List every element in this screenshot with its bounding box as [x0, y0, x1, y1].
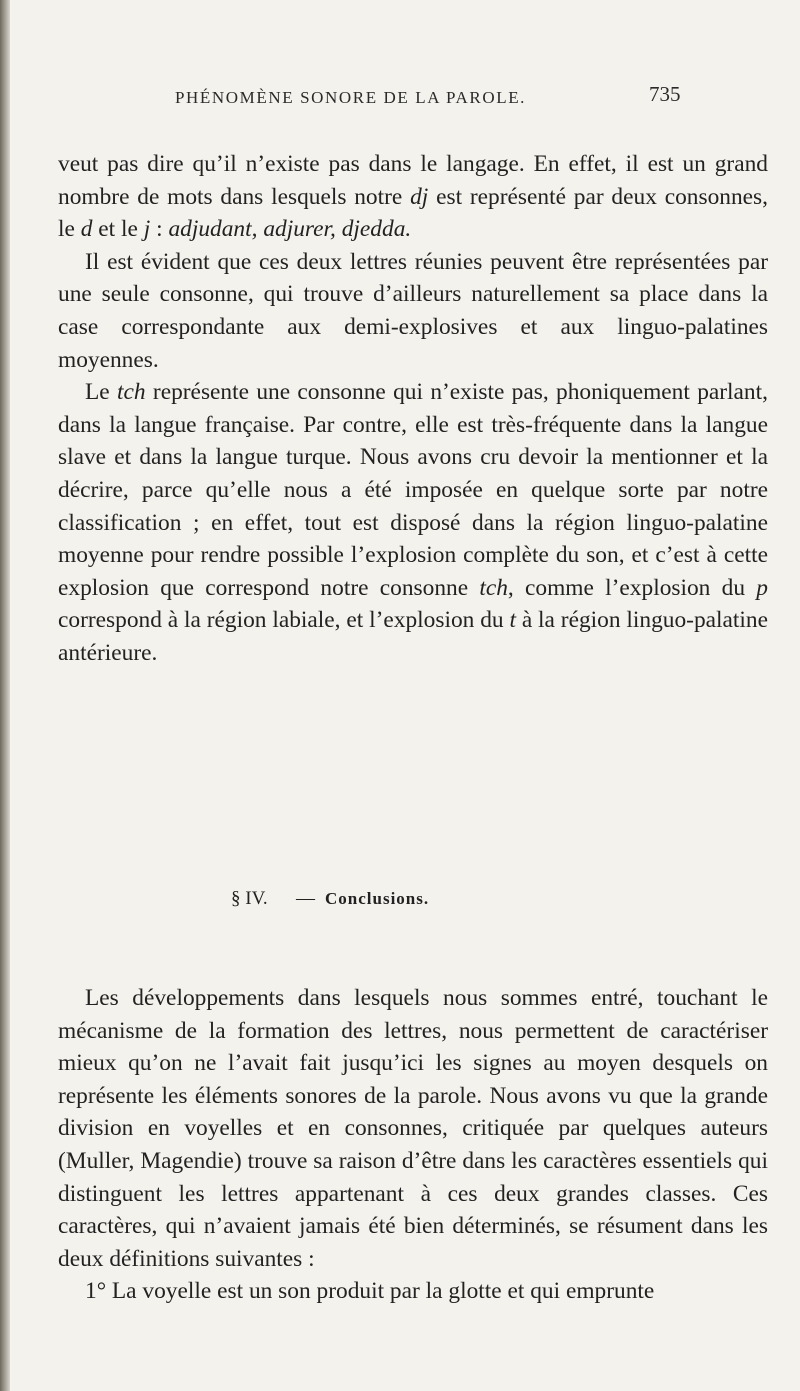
running-head: PHÉNOMÈNE SONORE DE LA PAROLE.: [175, 88, 527, 107]
paragraph: 1° La voyelle est un son produit par la glotte et qui emprunte: [85, 1278, 655, 1305]
text-run: et le: [92, 216, 144, 243]
italic-run: t: [509, 607, 516, 634]
italic-run: adjudant, adjurer, djedda.: [168, 216, 412, 243]
body-text-bottom: [58, 982, 768, 1308]
text-run: :: [150, 216, 169, 243]
italic-run: tch: [479, 574, 508, 601]
text-run: veut pas dire qu’il n’existe pas dans le langage. En effet, il est un grand nombre de mots dans lesquels notre: [58, 151, 768, 210]
page-header: [0, 82, 800, 122]
text-run: est représenté par deux consonnes, le: [58, 183, 768, 243]
italic-run: tch: [117, 379, 146, 406]
book-binding-edge: [0, 0, 10, 1391]
text-run: à la région linguo-palatine antérieure.: [58, 607, 768, 666]
section-heading: [0, 888, 800, 918]
section-number: § IV.: [231, 888, 268, 909]
section-title: Conclusions.: [325, 889, 430, 908]
paragraph: Il est évident que ces deux lettres réunies peuvent être représentées par une seule consonne, qui trouve d’ailleurs naturellement sa place dans la case correspondante aux demi-explosives et aux linguo-palatines moyennes.: [58, 248, 768, 373]
text-run: , comme l’explosion du: [507, 574, 757, 601]
italic-run: p: [756, 574, 768, 601]
paragraph: [58, 148, 768, 246]
paragraph: [58, 376, 768, 669]
text-run: représente une consonne qui n’existe pas, phoniquement parlant, dans la langue française. Par contre, elle est très-fréquente dans la langue slave et dans la langue turque. Nous avons cru devoir la mentionner et la décrire, parce qu’elle nous a été imposée en quelque sorte par notre classification ; en effet, tout est disposé dans la région linguo-palatine moyenne pour rendre possible l’explosion complète du son, et c’est à cette explosion que correspond notre consonne: [58, 379, 768, 601]
paragraph: Les développements dans lesquels nous sommes entré, touchant le mécanisme de la formation des lettres, nous permettent de caractériser mieux qu’on ne l’avait fait jusqu’ici les signes au moyen desquels on représente les éléments sonores de la parole. Nous avons vu que la grande division en voyelles et en consonnes, critiquée par quelques auteurs (Muller, Magendie) trouve sa raison d’être dans les caractères essentiels qui distinguent les lettres appartenant à ces deux grandes classes. Ces caractères, qui n’avaient jamais été bien déterminés, se résument dans les deux définitions suivantes :: [58, 985, 768, 1272]
italic-run: dj: [410, 183, 429, 210]
body-text-top: [58, 148, 768, 670]
italic-run: d: [80, 216, 93, 243]
italic-run: j: [143, 216, 151, 243]
page-number: 735: [649, 82, 681, 106]
section-dash: —: [296, 888, 315, 909]
text-run: correspond à la région labiale, et l’explosion du: [58, 607, 510, 634]
text-run: Le: [85, 379, 117, 406]
